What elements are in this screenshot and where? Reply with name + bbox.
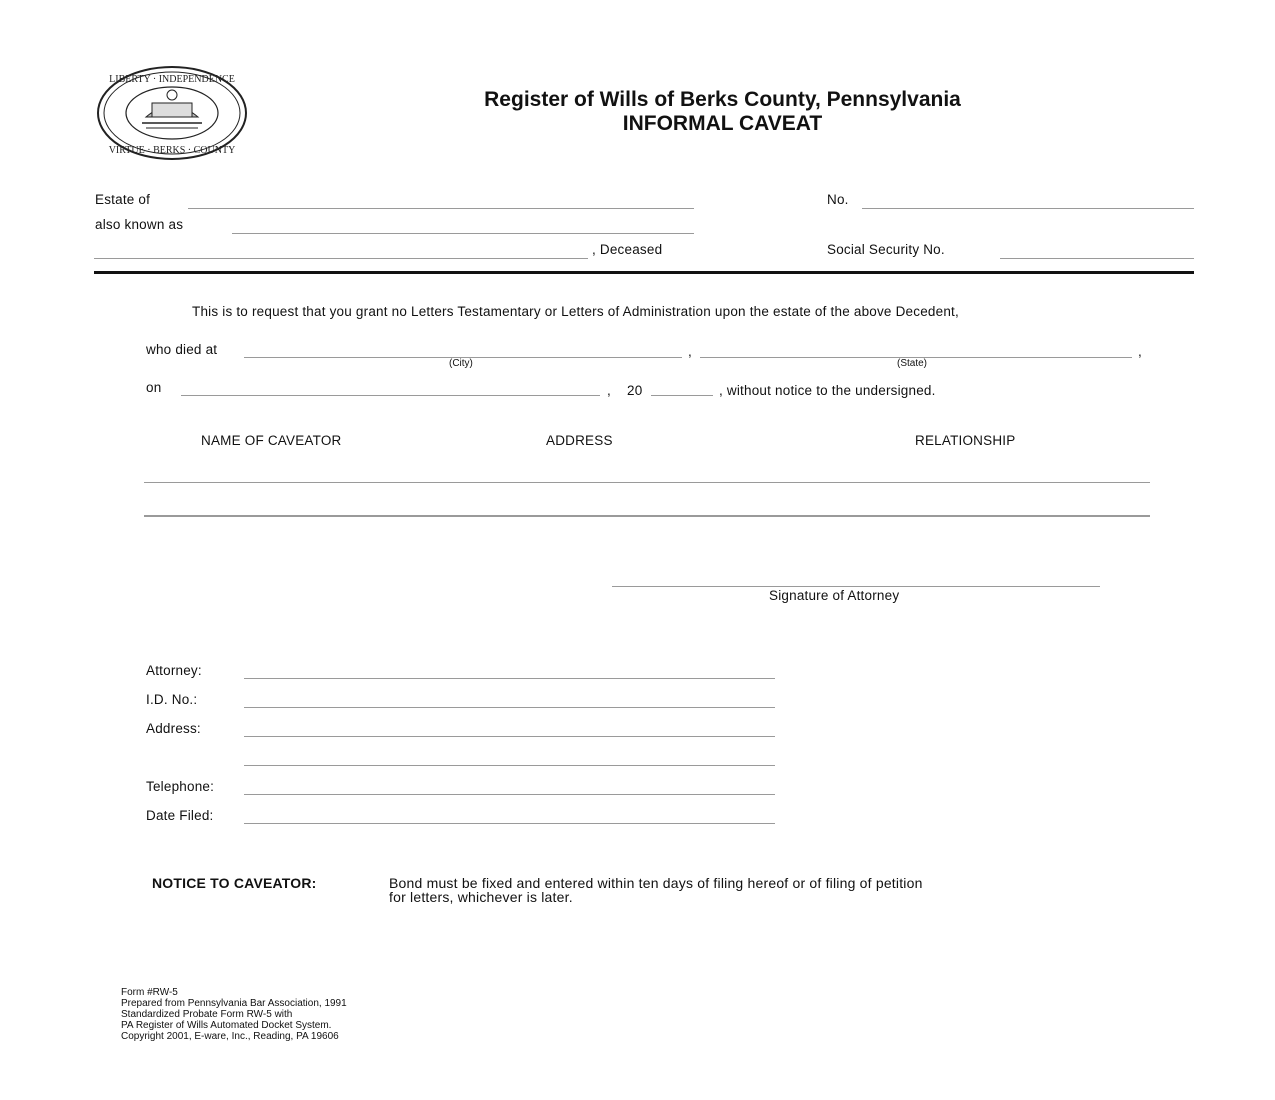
request-text: This is to request that you grant no Letters Testamentary or Letters of Administration upon the estate of the above Decedent,: [192, 304, 959, 319]
form-title: Register of Wills of Berks County, Pennsylvania: [484, 88, 961, 111]
notice-label: NOTICE TO CAVEATOR:: [152, 875, 317, 891]
id-no-field[interactable]: [244, 693, 775, 708]
date-filed-field[interactable]: [244, 809, 775, 824]
estate-of-label: Estate of: [95, 192, 151, 207]
column-header-address: ADDRESS: [546, 433, 613, 448]
column-header-name: NAME OF CAVEATOR: [201, 433, 342, 448]
footer-line: Prepared from Pennsylvania Bar Association, 1991: [121, 998, 347, 1009]
id-no-label: I.D. No.:: [146, 692, 198, 707]
telephone-field[interactable]: [244, 780, 775, 795]
footer-notes: [121, 987, 347, 1042]
on-label: on: [146, 380, 162, 395]
aka-field[interactable]: [232, 219, 694, 234]
state-field[interactable]: [700, 344, 1132, 358]
comma-separator: ,: [688, 344, 692, 359]
notice-text-line2: for letters, whichever is later.: [389, 889, 573, 905]
address-label: Address:: [146, 721, 201, 736]
case-no-label: No.: [827, 192, 849, 207]
date-filed-label: Date Filed:: [146, 808, 214, 823]
attorney-label: Attorney:: [146, 663, 202, 678]
caveator-row[interactable]: [144, 468, 1150, 483]
year-prefix: 20: [627, 383, 643, 398]
case-no-field[interactable]: [862, 194, 1194, 209]
signature-field[interactable]: [612, 572, 1100, 587]
year-field[interactable]: [651, 382, 713, 396]
ssn-label: Social Security No.: [827, 242, 945, 257]
footer-line: Copyright 2001, E-ware, Inc., Reading, PA 19606: [121, 1031, 339, 1042]
footer-line: PA Register of Wills Automated Docket System.: [121, 1020, 332, 1031]
attorney-field[interactable]: [244, 664, 775, 679]
address-line2-field[interactable]: [244, 751, 775, 766]
aka-label: also known as: [95, 217, 184, 232]
city-field[interactable]: [244, 344, 682, 358]
form-subtitle: INFORMAL CAVEAT: [622, 112, 823, 135]
deceased-label: , Deceased: [592, 242, 663, 257]
deceased-name-field[interactable]: [94, 244, 588, 259]
footer-line: Form #RW-5: [121, 987, 178, 998]
address-field[interactable]: [244, 722, 775, 737]
comma-separator: ,: [1138, 344, 1142, 359]
without-notice-text: , without notice to the undersigned.: [719, 383, 936, 398]
section-divider: [94, 271, 1194, 274]
notice-text-line1: Bond must be fixed and entered within ten days of filing hereof or of filing of petition: [389, 875, 923, 891]
city-caption: (City): [449, 358, 473, 369]
died-at-label: who died at: [146, 342, 218, 357]
signature-label: Signature of Attorney: [769, 588, 900, 603]
state-caption: (State): [897, 358, 928, 369]
caveator-row[interactable]: [144, 501, 1150, 517]
comma-separator: ,: [607, 383, 611, 398]
footer-line: Standardized Probate Form RW-5 with: [121, 1009, 293, 1020]
estate-of-field[interactable]: [188, 194, 694, 209]
svg-text:LIBERTY · INDEPENDENCE: LIBERTY · INDEPENDENCE: [109, 74, 235, 85]
svg-text:VIRTUE · BERKS · COUNTY: VIRTUE · BERKS · COUNTY: [108, 145, 236, 156]
telephone-label: Telephone:: [146, 779, 215, 794]
death-date-field[interactable]: [181, 382, 600, 396]
ssn-field[interactable]: [1000, 244, 1194, 259]
column-header-relationship: RELATIONSHIP: [915, 433, 1016, 448]
